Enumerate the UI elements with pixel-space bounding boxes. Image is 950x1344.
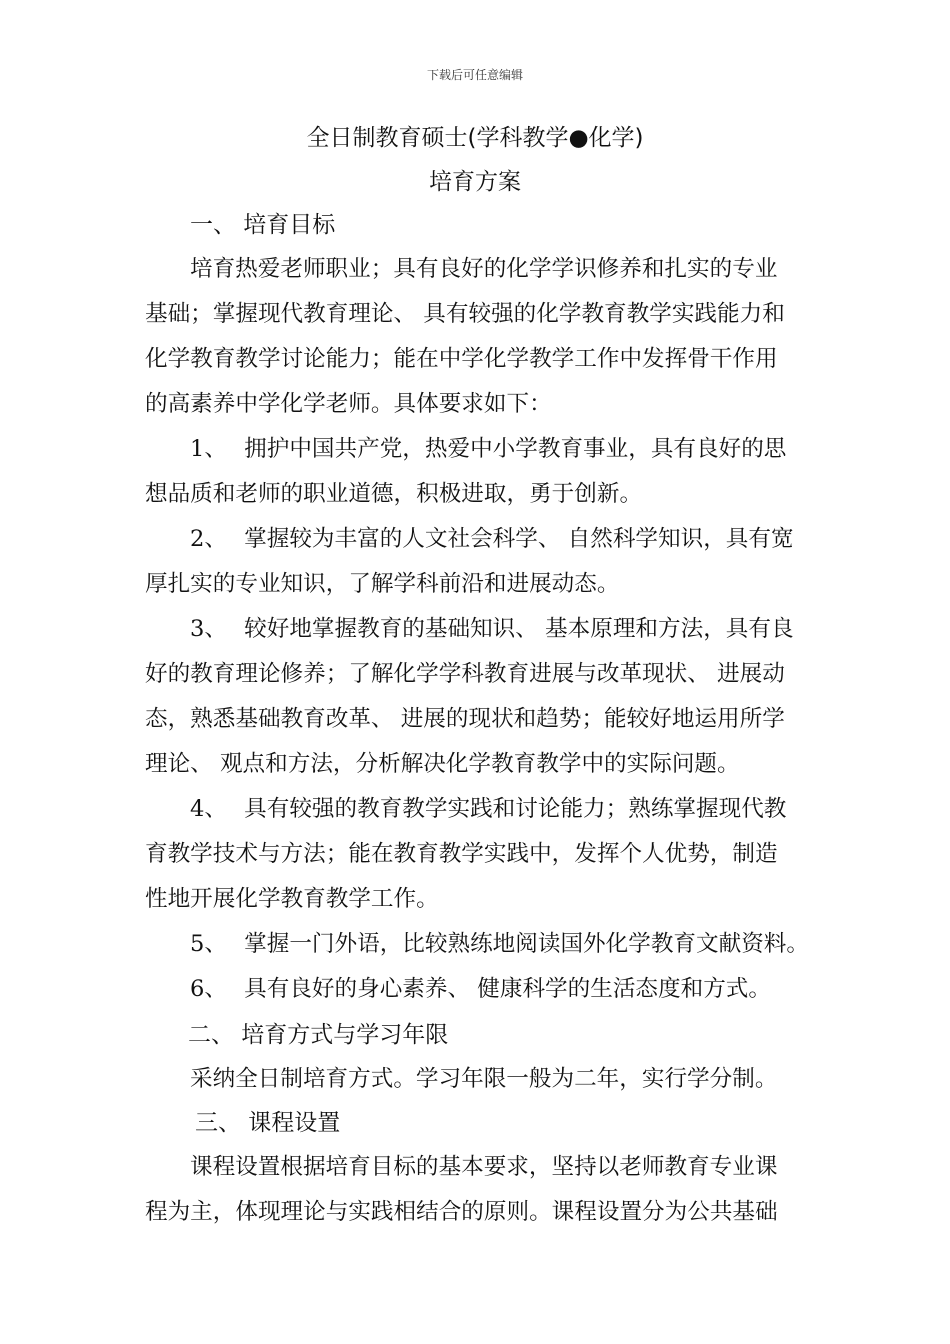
paragraph-line: 课程设置根据培育目标的基本要求，坚持以老师教育专业课 — [190, 1154, 778, 1180]
paragraph-line: 基础；掌握现代教育理论、 具有较强的化学教育教学实践能力和 — [145, 301, 785, 327]
list-item-text: 具有较强的教育教学实践和讨论能力；熟练掌握现代教 — [244, 796, 787, 822]
list-item-line: 理论、 观点和方法，分析解决化学教育教学中的实际问题。 — [145, 751, 740, 777]
list-item-number: 2、 — [190, 526, 227, 552]
header-note: 下载后可任意编辑 — [426, 68, 523, 82]
paragraph-line: 化学教育教学讨论能力；能在中学化学教学工作中发挥骨干作用 — [145, 346, 778, 372]
list-item-text: 掌握一门外语，比较熟练地阅读国外化学教育文献资料。 — [244, 931, 809, 957]
list-item-line: 性地开展化学教育教学工作。 — [145, 886, 439, 912]
document-title: 全日制教育硕士(学科教学●化学) — [306, 125, 644, 151]
list-item-line: 态，熟悉基础教育改革、 进展的现状和趋势；能较好地运用所学 — [145, 706, 785, 732]
list-item-text: 较好地掌握教育的基础知识、 基本原理和方法，具有良 — [244, 616, 794, 642]
paragraph-line: 程为主，体现理论与实践相结合的原则。课程设置分为公共基础 — [145, 1199, 778, 1225]
section-heading-3: 三、 课程设置 — [195, 1110, 341, 1136]
paragraph-line: 培育热爱老师职业；具有良好的化学学识修养和扎实的专业 — [190, 256, 778, 282]
section-heading-1: 一、 培育目标 — [190, 212, 336, 238]
list-item-line: 想品质和老师的职业道德，积极进取，勇于创新。 — [145, 481, 643, 507]
list-item-2 — [190, 521, 794, 553]
list-item-number: 6、 — [190, 976, 227, 1002]
list-item-4 — [190, 791, 786, 823]
list-item-line: 育教学技术与方法；能在教育教学实践中，发挥个人优势，制造 — [145, 841, 778, 867]
paragraph-line: 采纳全日制培育方式。学习年限一般为二年，实行学分制。 — [190, 1066, 778, 1092]
paragraph-line: 的高素养中学化学老师。具体要求如下： — [145, 391, 552, 417]
list-item-line: 好的教育理论修养；了解化学学科教育进展与改革现状、 进展动 — [145, 661, 785, 687]
list-item-number: 5、 — [190, 931, 227, 957]
section-heading-2: 二、 培育方式与学习年限 — [188, 1022, 449, 1048]
list-item-text: 具有良好的身心素养、 健康科学的生活态度和方式。 — [244, 976, 771, 1002]
list-item-number: 1、 — [190, 436, 227, 462]
list-item-line: 厚扎实的专业知识，了解学科前沿和进展动态。 — [145, 571, 620, 597]
list-item-1 — [190, 431, 786, 463]
list-item-text: 拥护中国共产党，热爱中小学教育事业，具有良好的思 — [244, 436, 787, 462]
list-item-number: 4、 — [190, 796, 227, 822]
list-item-number: 3、 — [190, 616, 227, 642]
list-item-text: 掌握较为丰富的人文社会科学、 自然科学知识，具有宽 — [244, 526, 794, 552]
list-item-6 — [190, 971, 771, 1003]
document-subtitle: 培育方案 — [429, 169, 521, 195]
list-item-3 — [190, 611, 794, 643]
list-item-5 — [190, 926, 809, 958]
